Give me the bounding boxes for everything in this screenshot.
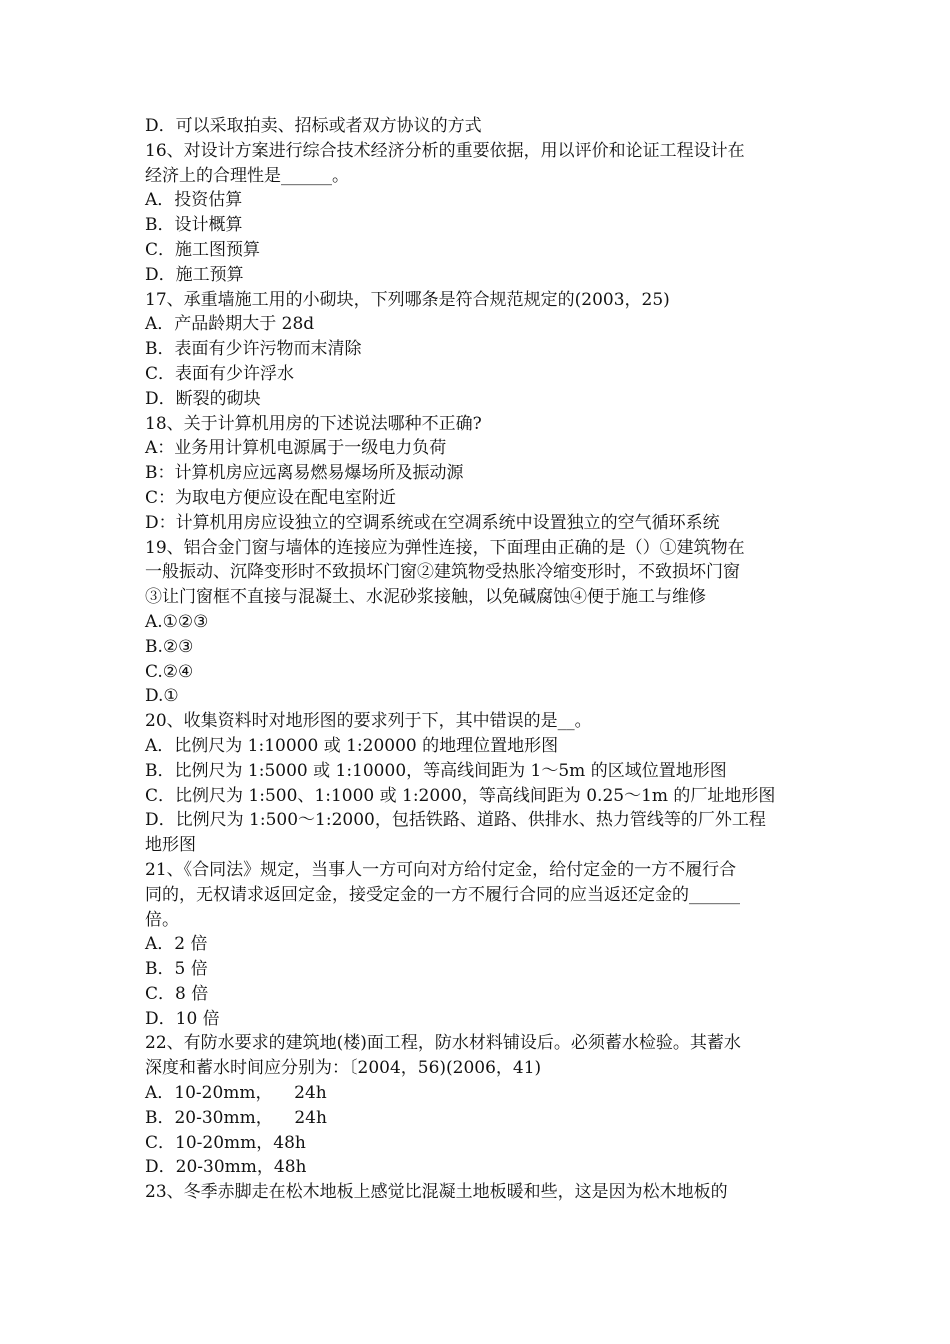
option-b: B.②③ <box>145 636 194 657</box>
option-a: A：业务用计算机电源属于一级电力负荷 <box>145 438 447 459</box>
option-a: A．投资估算 <box>145 190 243 211</box>
option-d: D．比例尺为 1:500～1:2000，包括铁路、道路、供排水、热力管线等的厂外工程 <box>145 810 766 831</box>
option-a: A．产品龄期大于 28d <box>145 314 315 335</box>
option-b: B．比例尺为 1:5000 或 1:10000，等高线间距为 1～5m 的区域位置地形图 <box>145 760 727 781</box>
option-d: D：计算机用房应设独立的空调系统或在空凋系统中设置独立的空气循环系统 <box>145 512 720 533</box>
option-c: C：为取电方便应设在配电室附近 <box>145 487 397 508</box>
text-line: ③让门窗框不直接与混凝土、水泥砂浆接触，以免碱腐蚀④便于施工与维修 <box>145 587 706 608</box>
option-a: A．比例尺为 1:10000 或 1:20000 的地理位置地形图 <box>145 735 559 756</box>
option-d: D.① <box>145 686 179 707</box>
option-a: A.①②③ <box>145 611 209 632</box>
question-23-stem: 23、冬季赤脚走在松木地板上感觉比混凝土地板暖和些，这是因为松木地板的 <box>145 1182 728 1203</box>
question-22-stem: 22、有防水要求的建筑地(楼)面工程，防水材料铺设后。必须蓄水检验。其蓄水 <box>145 1033 741 1054</box>
option-c: C.②④ <box>145 661 194 682</box>
option-b: B：计算机房应远离易燃易爆场所及振动源 <box>145 463 464 484</box>
question-16-stem: 16、对设计方案进行综合技术经济分析的重要依据，用以评价和论证工程设计在 <box>145 140 745 161</box>
option-d: D．断裂的砌块 <box>145 388 261 409</box>
option-b: B．5 倍 <box>145 959 208 980</box>
question-17-stem: 17、承重墙施工用的小砌块，下列哪条是符合规范规定的(2003，25) <box>145 289 670 310</box>
document-page <box>145 114 810 1205</box>
option-d: D．20-30mm，48h <box>145 1157 307 1178</box>
option-d: D．10 倍 <box>145 1008 220 1029</box>
text-line: 地形图 <box>145 835 196 856</box>
option-a: A．2 倍 <box>145 934 208 955</box>
option-d: D．施工预算 <box>145 264 244 285</box>
question-18-stem: 18、关于计算机用房的下述说法哪种不正确? <box>145 413 482 434</box>
option-c: C．施工图预算 <box>145 239 261 260</box>
text-line: 同的，无权请求返回定金，接受定金的一方不履行合同的应当返还定金的______ <box>145 884 740 905</box>
option-b: B．20-30mm， 24h <box>145 1107 327 1128</box>
question-21-stem: 21、《合同法》规定，当事人一方可向对方给付定金，给付定金的一方不履行合 <box>145 859 737 880</box>
text-line: 深度和蓄水时间应分别为：〔2004，56)(2006，41) <box>145 1058 542 1079</box>
option-b: B．设计概算 <box>145 215 243 236</box>
option-c: C．10-20mm，48h <box>145 1132 306 1153</box>
option-c: C．表面有少许浮水 <box>145 363 295 384</box>
text-line: 经济上的合理性是______。 <box>145 165 349 186</box>
text-line: D．可以采取拍卖、招标或者双方协议的方式 <box>145 116 482 136</box>
option-c: C．比例尺为 1:500、1:1000 或 1:2000，等高线间距为 0.25～1m 的厂址地形图 <box>145 785 776 806</box>
question-19-stem: 19、铝合金门窗与墙体的连接应为弹性连接，下面理由正确的是（）①建筑物在 <box>145 537 745 558</box>
option-b: B．表面有少许污物而末清除 <box>145 339 362 360</box>
question-20-stem: 20、收集资料时对地形图的要求列于下，其中错误的是__。 <box>145 711 592 732</box>
text-line: 倍。 <box>145 909 179 930</box>
option-c: C．8 倍 <box>145 983 209 1004</box>
text-line: 一般振动、沉降变形时不致损坏门窗②建筑物受热胀冷缩变形时，不致损坏门窗 <box>145 562 740 583</box>
option-a: A．10-20mm， 24h <box>145 1083 327 1104</box>
